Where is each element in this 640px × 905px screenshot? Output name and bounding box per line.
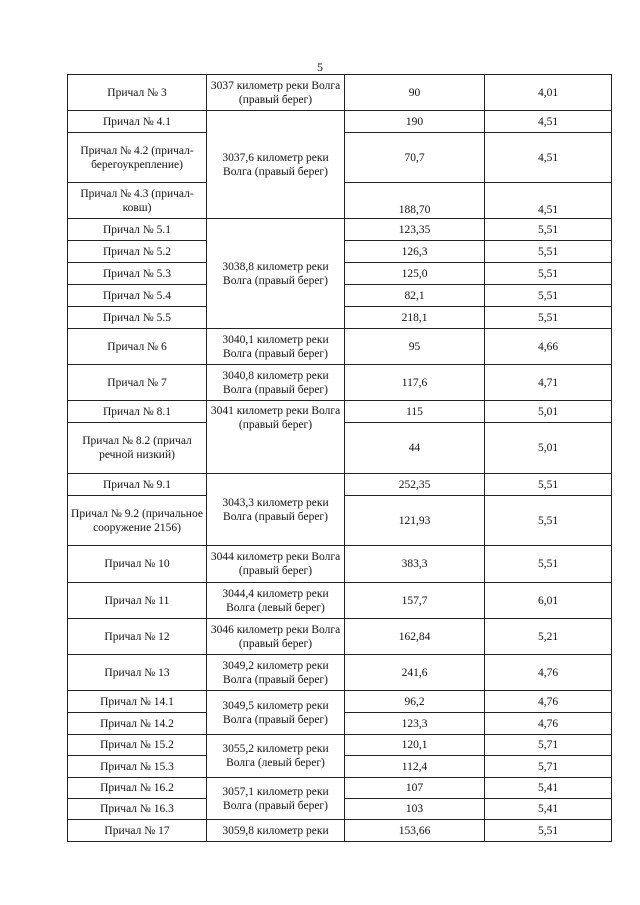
berth-name: Причал № 11 xyxy=(68,583,207,619)
berth-location: 3044 километр реки Волга (правый берег) xyxy=(207,546,345,583)
berth-length: 383,3 xyxy=(345,546,485,583)
berth-location: 3040,8 километр реки Волга (правый берег) xyxy=(207,365,345,401)
table-row xyxy=(68,111,612,133)
berth-length: 188,70 xyxy=(345,183,485,219)
berth-rate: 4,71 xyxy=(485,365,612,401)
berth-name: Причал № 14.2 xyxy=(68,713,207,735)
berth-rate: 5,01 xyxy=(485,423,612,474)
berth-rate: 5,51 xyxy=(485,219,612,241)
berth-rate: 4,76 xyxy=(485,655,612,691)
berth-rate: 5,51 xyxy=(485,820,612,842)
berth-name: Причал № 5.2 xyxy=(68,241,207,263)
table-row xyxy=(68,583,612,619)
berth-length: 126,3 xyxy=(345,241,485,263)
berth-location: 3040,1 километр реки Волга (правый берег) xyxy=(207,329,345,365)
berth-rate: 4,01 xyxy=(485,75,612,111)
berth-rate: 5,51 xyxy=(485,474,612,496)
berth-name: Причал № 13 xyxy=(68,655,207,691)
table-row xyxy=(68,75,612,111)
berth-location: 3044,4 километр реки Волга (левый берег) xyxy=(207,583,345,619)
table-row xyxy=(68,329,612,365)
berth-rate: 5,71 xyxy=(485,756,612,778)
berth-location: 3049,5 километр реки Волга (правый берег) xyxy=(207,691,345,735)
berth-length: 117,6 xyxy=(345,365,485,401)
berth-name: Причал № 7 xyxy=(68,365,207,401)
berth-length: 82,1 xyxy=(345,285,485,307)
berth-name: Причал № 10 xyxy=(68,546,207,583)
berth-length: 123,35 xyxy=(345,219,485,241)
berth-name: Причал № 15.3 xyxy=(68,756,207,778)
berth-name: Причал № 6 xyxy=(68,329,207,365)
berth-length: 157,7 xyxy=(345,583,485,619)
berth-rate: 5,41 xyxy=(485,799,612,820)
table-row xyxy=(68,401,612,423)
berth-location: 3059,8 километр реки xyxy=(207,820,345,842)
table-row xyxy=(68,365,612,401)
table-row xyxy=(68,691,612,713)
berth-name: Причал № 5.1 xyxy=(68,219,207,241)
berth-rate: 4,51 xyxy=(485,111,612,133)
berth-name: Причал № 14.1 xyxy=(68,691,207,713)
berth-name: Причал № 5.3 xyxy=(68,263,207,285)
berth-rate: 5,41 xyxy=(485,778,612,799)
table-row xyxy=(68,655,612,691)
berth-name: Причал № 5.5 xyxy=(68,307,207,329)
berth-length: 125,0 xyxy=(345,263,485,285)
table-row xyxy=(68,778,612,799)
table-row xyxy=(68,619,612,655)
berth-rate: 4,76 xyxy=(485,691,612,713)
berth-location: 3049,2 километр реки Волга (правый берег) xyxy=(207,655,345,691)
berth-rate: 4,51 xyxy=(485,183,612,219)
berth-location: 3037,6 километр реки Волга (правый берег) xyxy=(207,111,345,219)
table-row xyxy=(68,546,612,583)
berth-location: 3046 километр реки Волга (правый берег) xyxy=(207,619,345,655)
berth-rate: 5,51 xyxy=(485,307,612,329)
berth-name: Причал № 16.3 xyxy=(68,799,207,820)
berth-rate: 5,51 xyxy=(485,263,612,285)
berth-name: Причал № 15.2 xyxy=(68,735,207,756)
berth-length: 121,93 xyxy=(345,496,485,546)
berth-length: 162,84 xyxy=(345,619,485,655)
berth-rate: 5,51 xyxy=(485,496,612,546)
berth-rate: 5,51 xyxy=(485,285,612,307)
berth-length: 70,7 xyxy=(345,133,485,183)
berth-length: 103 xyxy=(345,799,485,820)
berth-name: Причал № 8.2 (причал речной низкий) xyxy=(68,423,207,474)
berth-name: Причал № 4.3 (причал-ковш) xyxy=(68,183,207,219)
berth-name: Причал № 3 xyxy=(68,75,207,111)
berth-length: 112,4 xyxy=(345,756,485,778)
berth-location: 3038,8 километр реки Волга (правый берег) xyxy=(207,219,345,329)
berth-location: 3043,3 километр реки Волга (правый берег) xyxy=(207,474,345,546)
table-row xyxy=(68,820,612,842)
berth-rate: 5,01 xyxy=(485,401,612,423)
berth-name: Причал № 17 xyxy=(68,820,207,842)
berth-name: Причал № 5.4 xyxy=(68,285,207,307)
berth-length: 190 xyxy=(345,111,485,133)
berth-length: 96,2 xyxy=(345,691,485,713)
berth-length: 95 xyxy=(345,329,485,365)
berth-rate: 4,66 xyxy=(485,329,612,365)
berth-location: 3037 километр реки Волга (правый берег) xyxy=(207,75,345,111)
berth-length: 115 xyxy=(345,401,485,423)
berth-rate: 6,01 xyxy=(485,583,612,619)
berth-length: 120,1 xyxy=(345,735,485,756)
berth-name: Причал № 9.2 (причальное сооружение 2156) xyxy=(68,496,207,546)
berth-length: 90 xyxy=(345,75,485,111)
berth-length: 218,1 xyxy=(345,307,485,329)
berth-name: Причал № 4.1 xyxy=(68,111,207,133)
berth-location: 3055,2 километр реки Волга (левый берег) xyxy=(207,735,345,778)
berth-length: 107 xyxy=(345,778,485,799)
berth-length: 252,35 xyxy=(345,474,485,496)
berth-length: 123,3 xyxy=(345,713,485,735)
table-row xyxy=(68,474,612,496)
berth-length: 241,6 xyxy=(345,655,485,691)
berth-rate: 5,71 xyxy=(485,735,612,756)
berth-name: Причал № 4.2 (причал-берегоукрепление) xyxy=(68,133,207,183)
berth-name: Причал № 8.1 xyxy=(68,401,207,423)
berth-length: 153,66 xyxy=(345,820,485,842)
berth-rate: 4,51 xyxy=(485,133,612,183)
page-number: 5 xyxy=(317,60,323,74)
berth-name: Причал № 9.1 xyxy=(68,474,207,496)
berth-rate: 5,51 xyxy=(485,546,612,583)
berth-name: Причал № 16.2 xyxy=(68,778,207,799)
table-row xyxy=(68,735,612,756)
berth-name: Причал № 12 xyxy=(68,619,207,655)
berth-length: 44 xyxy=(345,423,485,474)
berth-rate: 5,51 xyxy=(485,241,612,263)
berth-rate: 4,76 xyxy=(485,713,612,735)
berth-rate: 5,21 xyxy=(485,619,612,655)
berth-location: 3057,1 километр реки Волга (правый берег) xyxy=(207,778,345,820)
berth-table xyxy=(67,74,612,842)
berth-location: 3041 километр реки Волга (правый берег) xyxy=(207,401,345,474)
table-row xyxy=(68,219,612,241)
